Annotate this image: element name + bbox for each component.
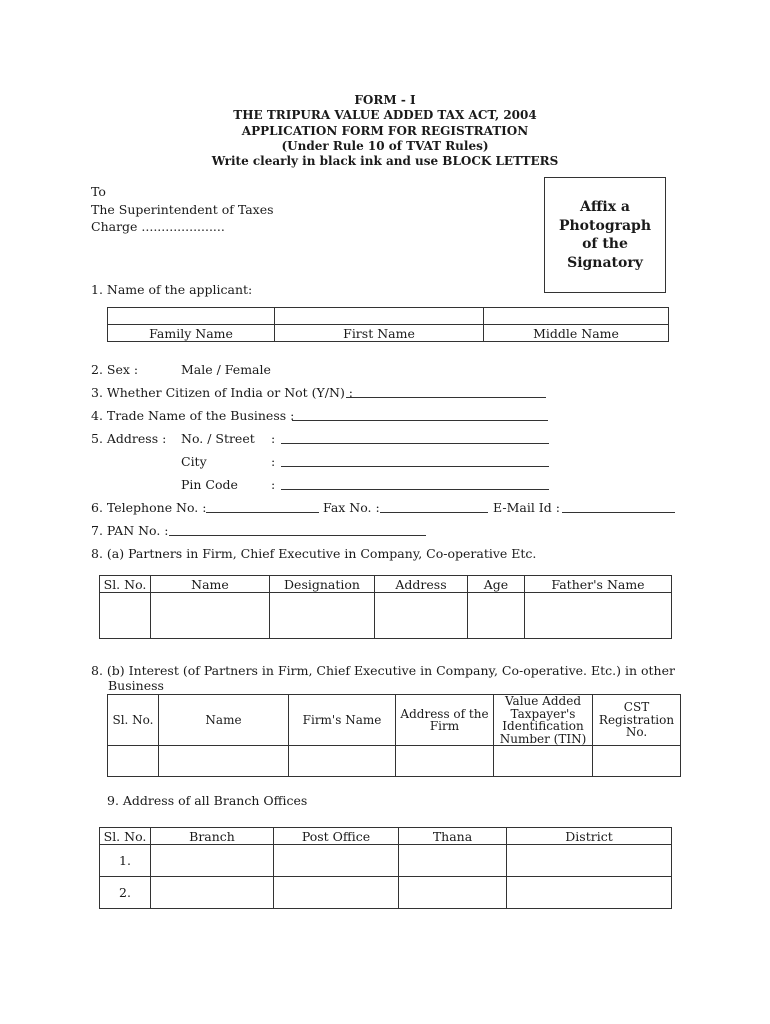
applicant-name-table: [107, 307, 669, 342]
telephone-label: 6. Telephone No. :: [91, 500, 207, 515]
pan-field[interactable]: [169, 535, 426, 536]
pin-label: Pin Code: [181, 477, 238, 492]
q3-label: 3. Whether Citizen of India or Not (Y/N) :: [91, 385, 354, 400]
photo-line-4: Signatory: [567, 254, 643, 271]
table-cell[interactable]: [396, 746, 494, 777]
table-cell[interactable]: [507, 845, 672, 877]
table-cell[interactable]: [159, 746, 289, 777]
table-cell[interactable]: [375, 593, 468, 639]
interest-table: [107, 694, 681, 777]
instruction: Write clearly in black ink and use BLOCK LETTERS: [211, 154, 559, 168]
row-number: 1.: [100, 845, 151, 877]
col-designation: Designation: [270, 576, 375, 593]
branch-offices-table: [99, 827, 672, 909]
pin-colon: :: [271, 477, 276, 492]
photo-line-1: Affix a: [580, 199, 630, 215]
citizen-field[interactable]: [346, 397, 546, 398]
rule-reference: (Under Rule 10 of TVAT Rules): [281, 139, 489, 153]
first-name-input[interactable]: [275, 308, 484, 325]
table-cell[interactable]: [274, 877, 399, 909]
table-cell[interactable]: [494, 746, 593, 777]
col-sl-no: Sl. No.: [100, 576, 151, 593]
table-row: [100, 593, 672, 639]
table-cell[interactable]: [274, 845, 399, 877]
table-cell[interactable]: [507, 877, 672, 909]
table-cell[interactable]: [289, 746, 396, 777]
family-name-input[interactable]: [108, 308, 275, 325]
q5-label: 5. Address :: [91, 431, 167, 446]
middle-name-input[interactable]: [484, 308, 669, 325]
city-colon: :: [271, 454, 276, 469]
partners-table: [99, 575, 672, 639]
col-age: Age: [468, 576, 525, 593]
photo-line-3: of the: [582, 236, 628, 252]
to-label: To: [91, 184, 106, 199]
col-post-office: Post Office: [274, 828, 399, 845]
col-sl-no: Sl. No.: [108, 695, 159, 746]
table-cell[interactable]: [108, 746, 159, 777]
table-cell[interactable]: [525, 593, 672, 639]
table-row: [100, 877, 672, 909]
col-thana: Thana: [399, 828, 507, 845]
col-name: Name: [159, 695, 289, 746]
photo-box[interactable]: [544, 177, 666, 293]
col-district: District: [507, 828, 672, 845]
middle-name-header: Middle Name: [484, 325, 669, 342]
sex-options[interactable]: Male / Female: [181, 362, 271, 377]
recipient: The Superintendent of Taxes: [91, 202, 274, 217]
table-cell[interactable]: [151, 845, 274, 877]
q1-label: 1. Name of the applicant:: [91, 282, 253, 297]
table-cell[interactable]: [399, 845, 507, 877]
col-firm-address: Address of the Firm: [396, 695, 494, 746]
col-cst-no: CST Registration No.: [593, 695, 681, 746]
col-firm-name: Firm's Name: [289, 695, 396, 746]
table-cell[interactable]: [100, 593, 151, 639]
q7-label: 7. PAN No. :: [91, 523, 169, 538]
charge-field[interactable]: Charge .....................: [91, 219, 225, 234]
q8a-label: 8. (a) Partners in Firm, Chief Executive in Company, Co-operative Etc.: [91, 546, 537, 561]
photo-line-2: Photograph: [558, 217, 652, 234]
table-cell[interactable]: [151, 593, 270, 639]
col-address: Address: [375, 576, 468, 593]
email-label: E-Mail Id :: [493, 500, 560, 515]
telephone-field[interactable]: [206, 512, 319, 513]
table-row: [108, 746, 681, 777]
city-field[interactable]: [281, 466, 549, 467]
trade-name-field[interactable]: [292, 420, 548, 421]
q9-label: 9. Address of all Branch Offices: [107, 793, 308, 808]
col-fathers-name: Father's Name: [525, 576, 672, 593]
form-title: APPLICATION FORM FOR REGISTRATION: [241, 124, 529, 138]
row-number: 2.: [100, 877, 151, 909]
family-name-header: Family Name: [108, 325, 275, 342]
q4-label: 4. Trade Name of the Business :: [91, 408, 295, 423]
q8b-label-line1: 8. (b) Interest (of Partners in Firm, Chief Executive in Company, Co-operative. Etc.) in other: [91, 663, 675, 678]
q2-label: 2. Sex :: [91, 362, 139, 377]
col-tin: Value Added Taxpayer's Identification Number (TIN): [494, 695, 593, 746]
act-title: THE TRIPURA VALUE ADDED TAX ACT, 2004: [233, 108, 537, 122]
table-row: [100, 845, 672, 877]
form-number: FORM - I: [354, 93, 416, 107]
first-name-header: First Name: [275, 325, 484, 342]
fax-label: Fax No. :: [323, 500, 380, 515]
fax-field[interactable]: [380, 512, 488, 513]
q8b-label-line2: Business: [108, 678, 164, 693]
street-label: No. / Street: [181, 431, 255, 446]
table-cell[interactable]: [151, 877, 274, 909]
col-branch: Branch: [151, 828, 274, 845]
street-field[interactable]: [281, 443, 549, 444]
city-label: City: [181, 454, 207, 469]
table-cell[interactable]: [270, 593, 375, 639]
col-name: Name: [151, 576, 270, 593]
street-colon: :: [271, 431, 276, 446]
table-cell[interactable]: [399, 877, 507, 909]
table-cell[interactable]: [468, 593, 525, 639]
pin-code-field[interactable]: [281, 489, 549, 490]
table-cell[interactable]: [593, 746, 681, 777]
col-sl-no: Sl. No.: [100, 828, 151, 845]
email-field[interactable]: [562, 512, 675, 513]
